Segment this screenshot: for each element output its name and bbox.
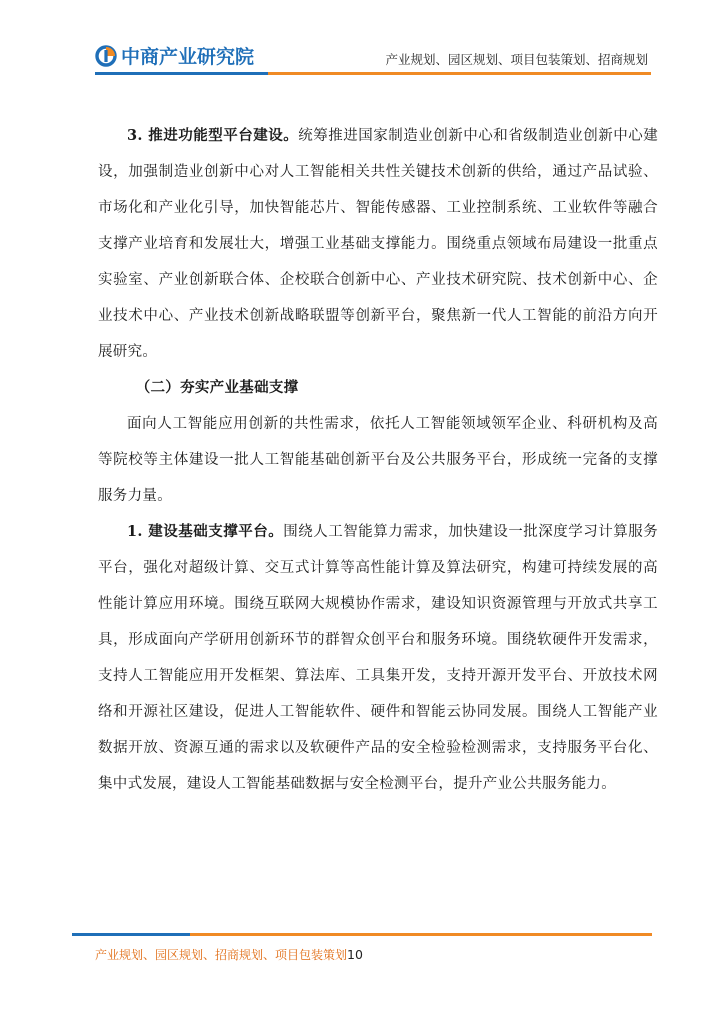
paragraph-text: 围绕人工智能算力需求，加快建设一批深度学习计算服务平台，强化对超级计算、交互式计算等高性能计算及算法研究，构建可持续发展的高性能计算应用环境。围绕互联网大规模协作需求，建设知识资源管理与开放式共享工具，形成面向产学研用创新环节的群智众创平台和服务环境。围绕软硬件开发需求，支持人工智能应用开发框架、算法库、工具集开发，支持开源开发平台、开放技术网络和开源社区建设，促进人工智能软件、硬件和智能云协同发展。围绕人工智能产业数据开放、资源互通的需求以及软硬件产品的安全检验检测需求，支持服务平台化、集中式发展，建设人工智能基础数据与安全检测平台，提升产业公共服务能力。: [98, 524, 658, 792]
footer-divider-orange: [190, 933, 652, 936]
header-divider-blue: [95, 72, 268, 75]
paragraph-lead: 3. 推进功能型平台建设。: [127, 127, 299, 144]
paragraph-platform-construction: [98, 118, 658, 370]
paragraph-text: 统筹推进国家制造业创新中心和省级制造业创新中心建设，加强制造业创新中心对人工智能相关共性关键技术创新的供给，通过产品试验、市场化和产业化引导，加快智能芯片、智能传感器、工业控制系统、工业软件等融合支撑产业培育和发展壮大，增强工业基础支撑能力。围绕重点领域布局建设一批重点实验室、产业创新联合体、企校联合创新中心、产业技术研究院、技术创新中心、企业技术中心、产业技术创新战略联盟等创新平台，聚焦新一代人工智能的前沿方向开展研究。: [98, 128, 658, 360]
header-tagline: 产业规划、园区规划、项目包装策划、招商规划: [385, 52, 648, 67]
paragraph-lead: 1. 建设基础支撑平台。: [127, 523, 284, 540]
logo: [95, 42, 254, 69]
document-body: [98, 118, 658, 802]
header-divider-orange: [268, 72, 651, 75]
footer-divider-blue: [72, 933, 190, 936]
logo-mark-icon: [95, 45, 117, 67]
page-number: 10: [347, 947, 363, 962]
footer-tagline: 产业规划、园区规划、招商规划、项目包装策划: [95, 948, 348, 962]
paragraph-intro: 面向人工智能应用创新的共性需求，依托人工智能领域领军企业、科研机构及高等院校等主体建设一批人工智能基础创新平台及公共服务平台，形成统一完备的支撑服务力量。: [98, 416, 658, 504]
page-footer: [95, 946, 363, 963]
page-header: [0, 0, 724, 80]
paragraph-basic-support-platform: [98, 514, 658, 802]
section-heading: （二）夯实产业基础支撑: [135, 379, 299, 396]
logo-text: 中商产业研究院: [121, 46, 255, 68]
